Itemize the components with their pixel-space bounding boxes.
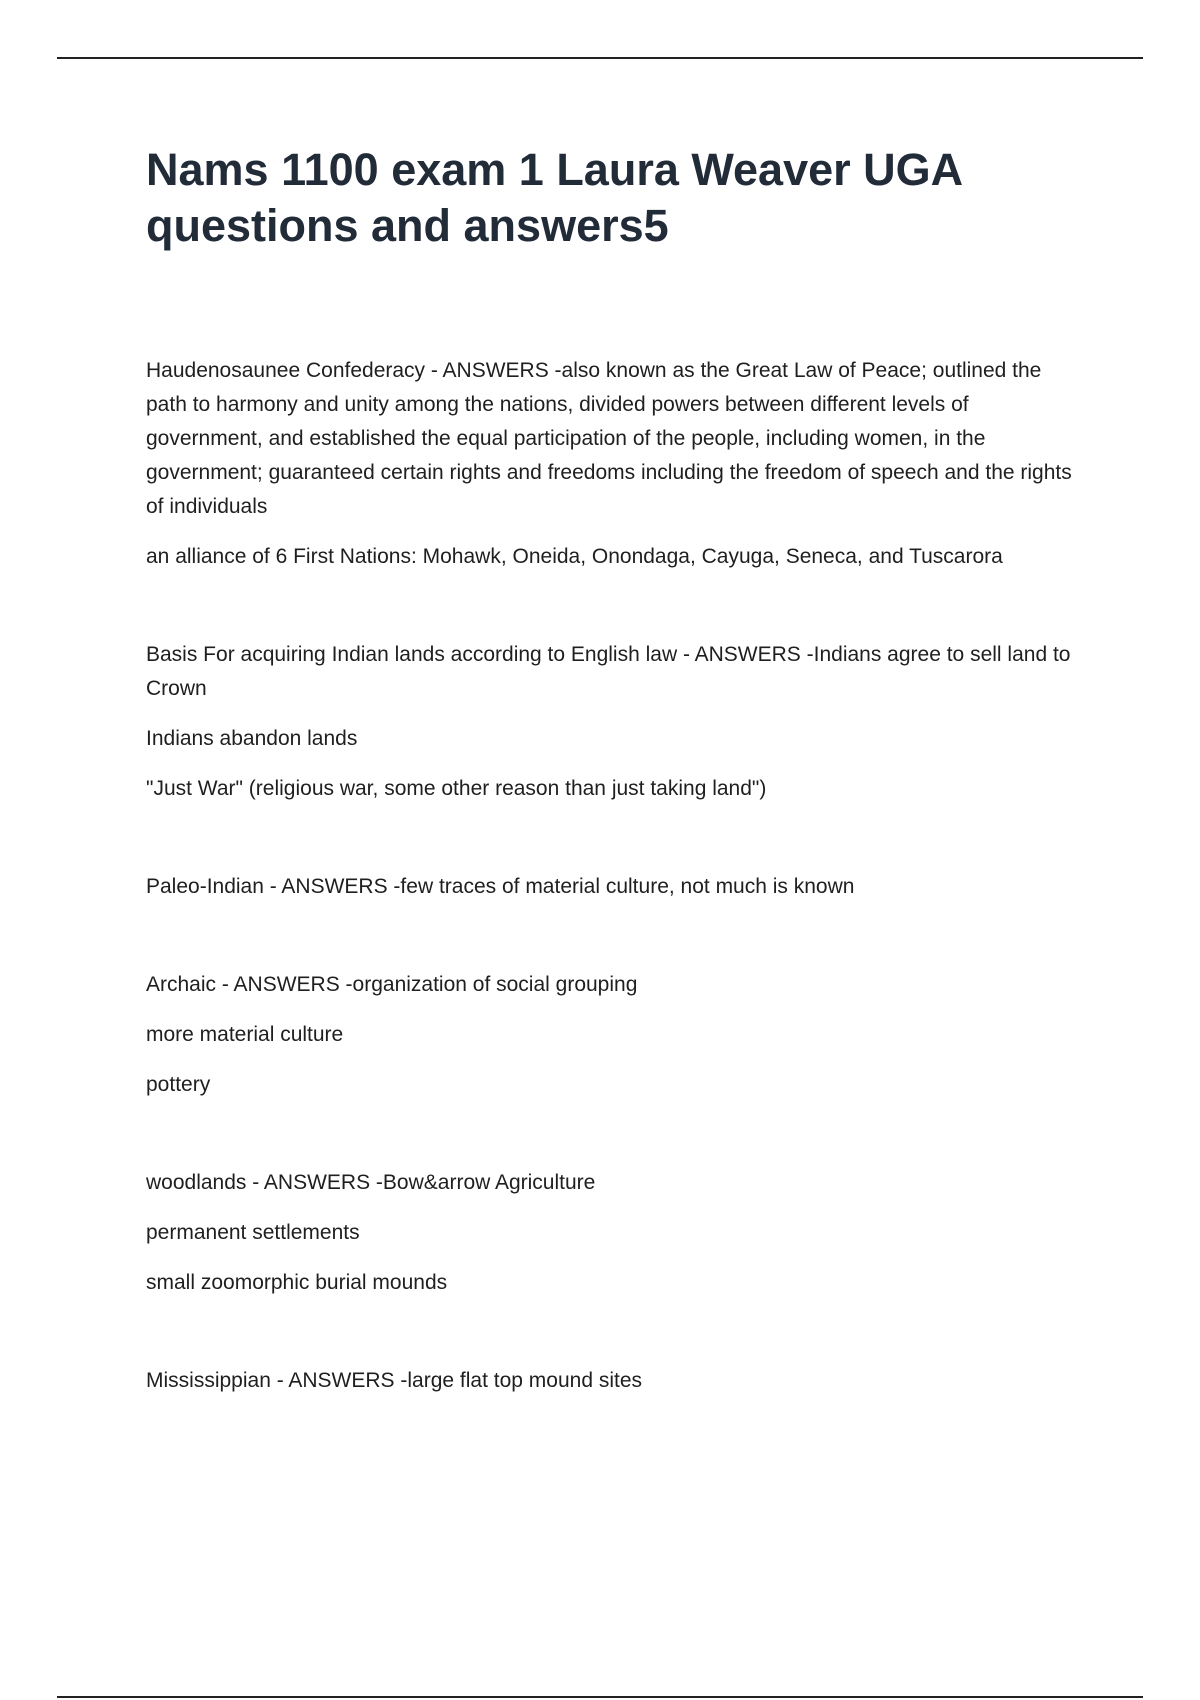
bottom-rule	[57, 1696, 1143, 1698]
qa-paragraph: Mississippian - ANSWERS -large flat top mound sites	[146, 1369, 643, 1392]
qa-entry-woodlands	[146, 1166, 1076, 1300]
document-page	[146, 142, 1076, 1462]
qa-paragraph: more material culture	[146, 1023, 344, 1046]
qa-paragraph: woodlands - ANSWERS -Bow&arrow Agriculture	[146, 1171, 596, 1194]
qa-list	[146, 354, 1076, 1398]
qa-paragraph: Indians abandon lands	[146, 727, 358, 750]
document-title: Nams 1100 exam 1 Laura Weaver UGA questions and answers5	[146, 144, 962, 251]
qa-paragraph: an alliance of 6 First Nations: Mohawk, Oneida, Onondaga, Cayuga, Seneca, and Tuscarora	[146, 545, 1003, 568]
qa-paragraph: Basis For acquiring Indian lands according to English law - ANSWERS -Indians agree to sell land to Crown	[146, 643, 1071, 700]
top-rule	[57, 57, 1143, 59]
qa-paragraph: Haudenosaunee Confederacy - ANSWERS -also known as the Great Law of Peace; outlined the path to harmony and unity among the nations, divided powers between different levels of government, and established the equal participation of the people, including women, in the government; guaranteed certain rights and freedoms including the freedom of speech and the rights of individuals	[146, 359, 1072, 518]
qa-paragraph: permanent settlements	[146, 1221, 360, 1244]
qa-entry-mississippian	[146, 1364, 1076, 1398]
qa-entry-archaic	[146, 968, 1076, 1102]
qa-paragraph: Archaic - ANSWERS -organization of social grouping	[146, 973, 638, 996]
qa-entry-paleo-indian	[146, 870, 1076, 904]
qa-entry-haudenosaunee	[146, 354, 1076, 574]
qa-entry-indian-lands	[146, 638, 1076, 806]
qa-paragraph: "Just War" (religious war, some other reason than just taking land")	[146, 777, 767, 800]
qa-paragraph: Paleo-Indian - ANSWERS -few traces of material culture, not much is known	[146, 875, 855, 898]
qa-paragraph: small zoomorphic burial mounds	[146, 1271, 448, 1294]
qa-paragraph: pottery	[146, 1073, 211, 1096]
